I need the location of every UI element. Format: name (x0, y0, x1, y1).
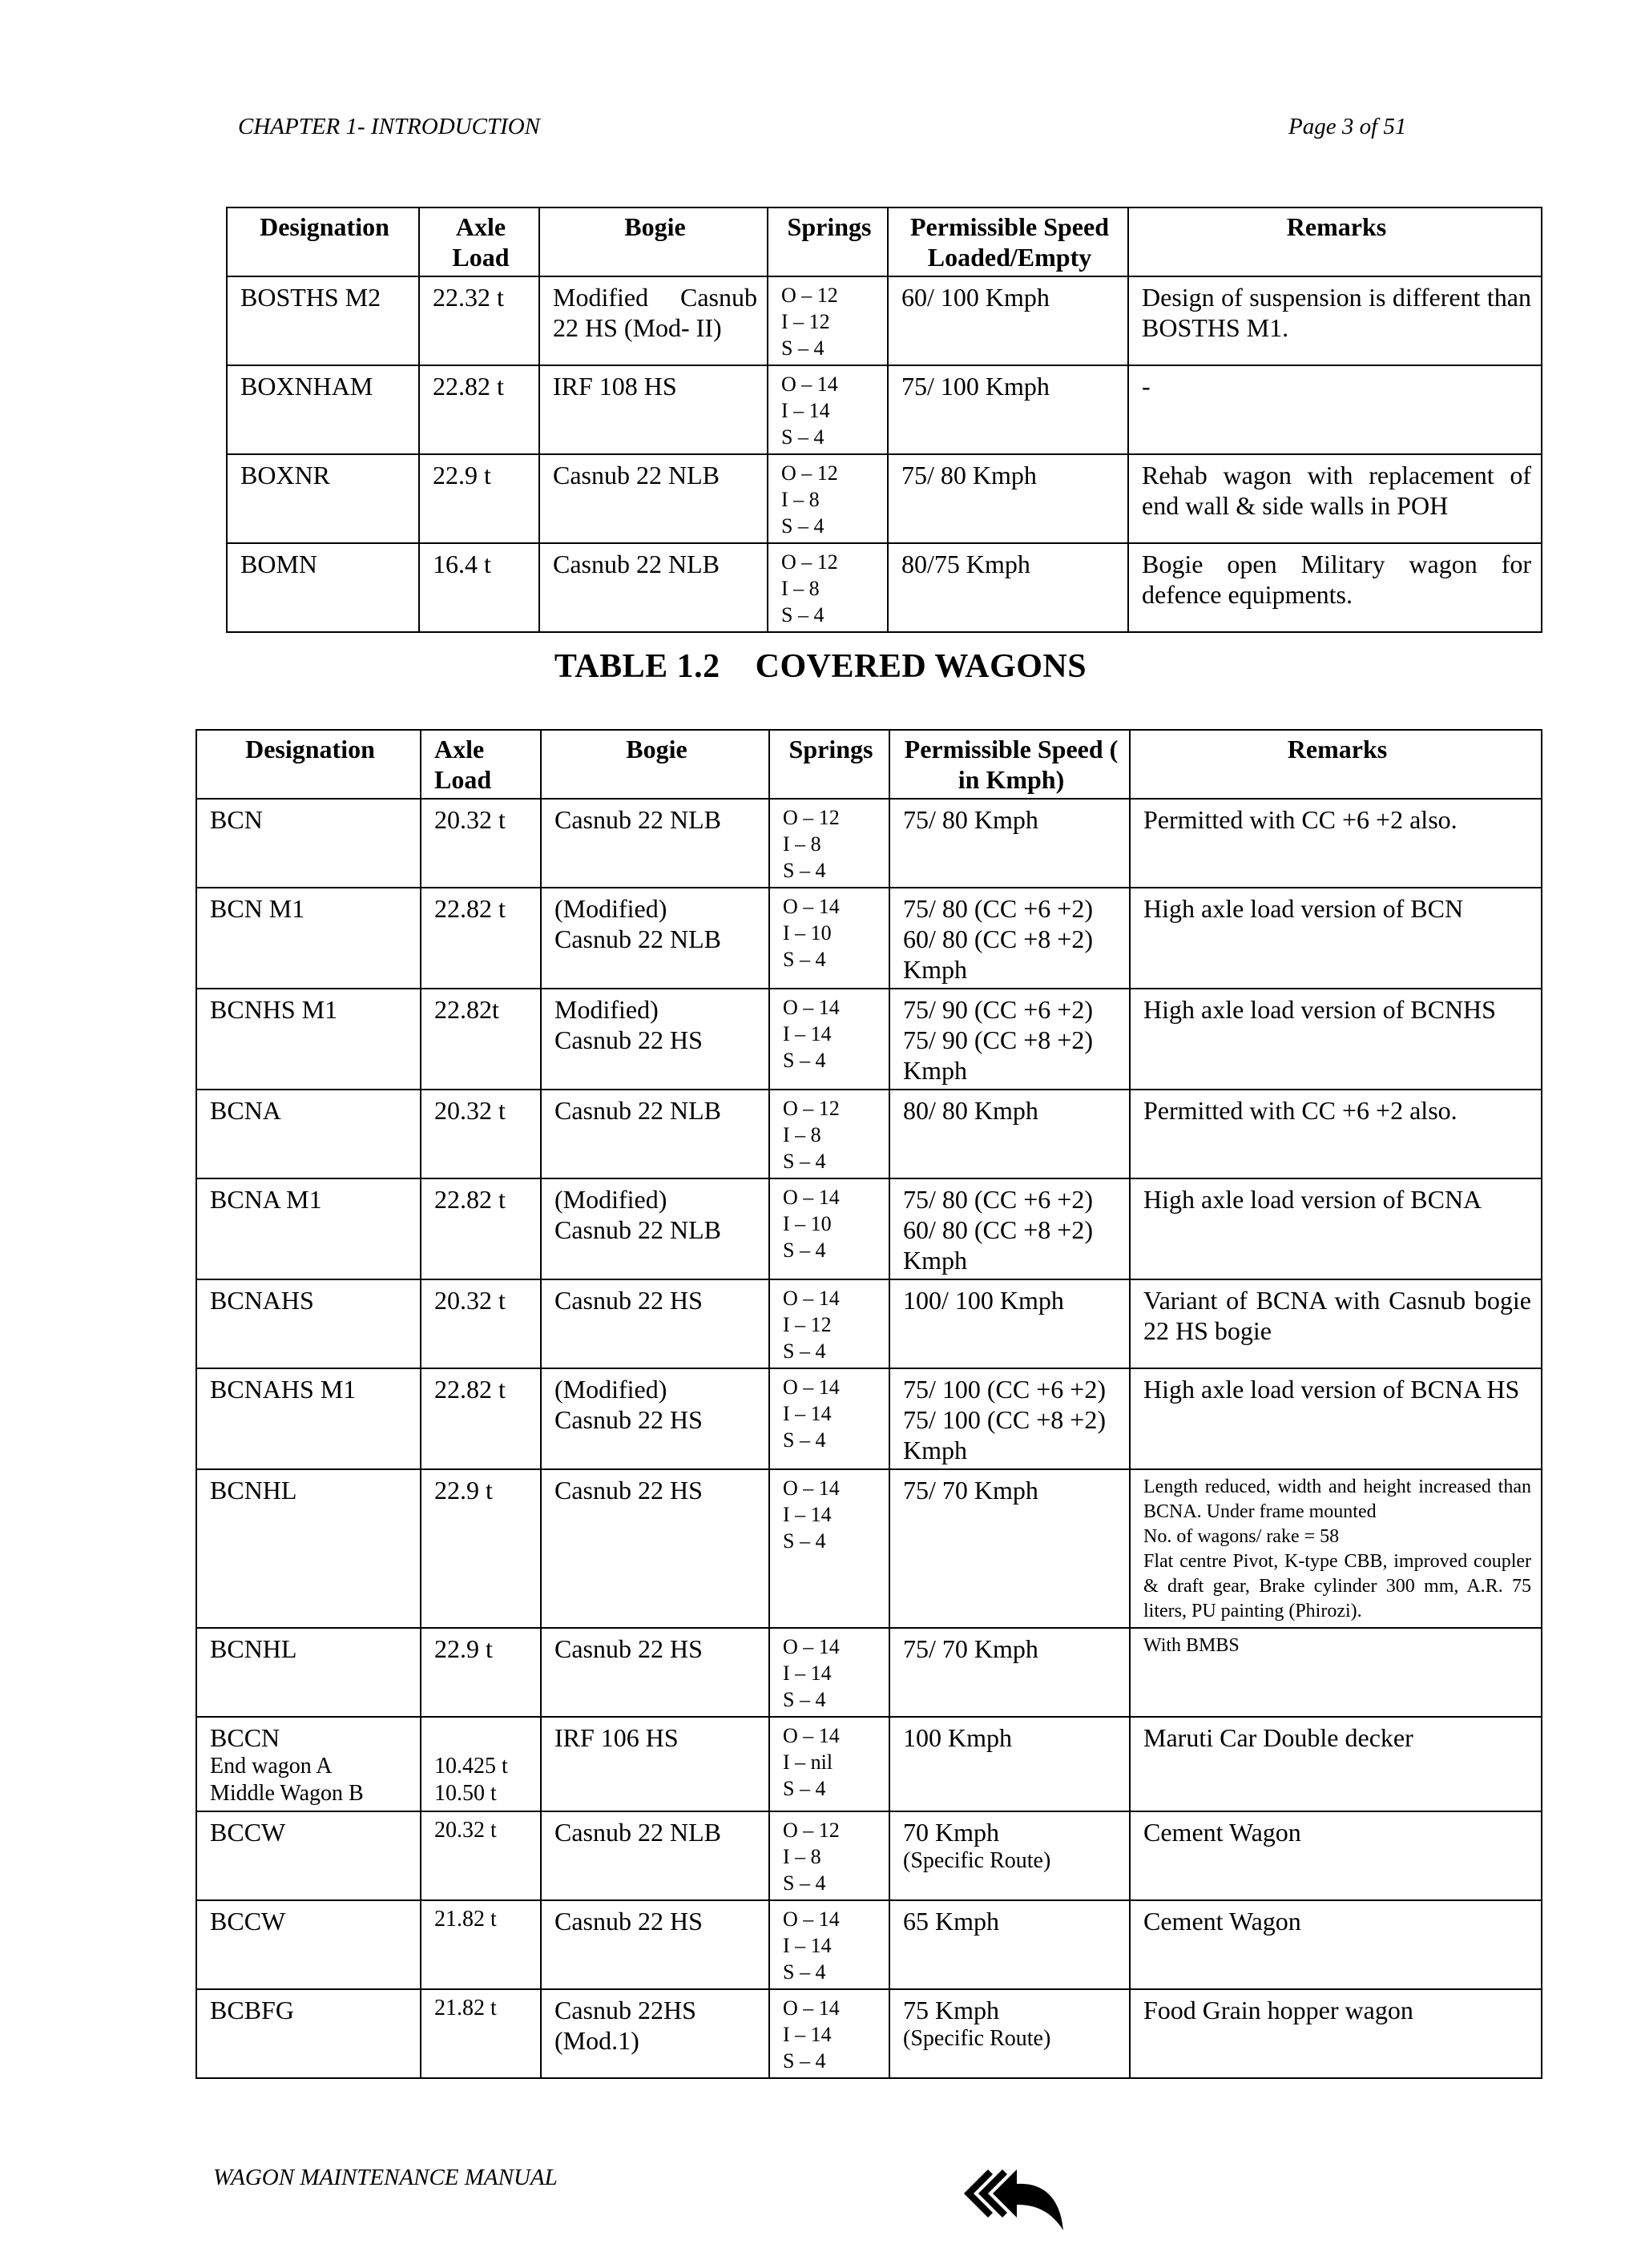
axle-sub: 10.50 t (434, 1781, 497, 1806)
cell-axle-load (421, 1178, 541, 1279)
header-bogie: Bogie (541, 730, 769, 799)
speed-line: 75/ 100 (CC +8 +2) (903, 1405, 1106, 1434)
cell-springs (769, 799, 889, 888)
speed-line: 75/ 80 Kmph (903, 805, 1038, 834)
cell-bogie (541, 888, 769, 989)
designation-value: BCN (210, 805, 263, 834)
cell-bogie (541, 1469, 769, 1628)
axle-value: 21.82 t (434, 1996, 497, 2020)
cell-springs (769, 1178, 889, 1279)
remarks-line: Permitted with CC +6 +2 also. (1143, 1096, 1458, 1125)
cell-designation (196, 1717, 421, 1811)
cell-axle-load: 16.4 t (419, 543, 539, 632)
cell-bogie (541, 1811, 769, 1900)
header-springs: Springs (768, 207, 888, 276)
spring-value: S – 4 (783, 2049, 826, 2073)
axle-value: 20.32 t (434, 1096, 506, 1125)
spring-value: I – 8 (781, 488, 820, 511)
cell-axle-load (421, 1368, 541, 1469)
remarks-line: High axle load version of BCN (1143, 894, 1464, 923)
axle-value: 22.82t (434, 995, 499, 1024)
cell-springs (769, 1989, 889, 2078)
table-row (196, 1717, 1542, 1811)
cell-designation (196, 1469, 421, 1628)
spring-value: S – 4 (781, 336, 825, 360)
cell-axle-load (421, 799, 541, 888)
cell-speed (889, 1090, 1130, 1178)
cell-springs (769, 1628, 889, 1717)
cell-speed (889, 1811, 1130, 1900)
axle-value: 21.82 t (434, 1907, 497, 1932)
cell-bogie: Casnub 22 NLB (539, 454, 768, 543)
spring-value: I – 10 (783, 1212, 832, 1235)
remarks-line: With BMBS (1143, 1635, 1240, 1656)
table-row (227, 276, 1542, 365)
cell-speed (889, 1628, 1130, 1717)
cell-bogie (541, 799, 769, 888)
spring-value: S – 4 (783, 859, 826, 882)
table-row (227, 365, 1542, 454)
speed-line: Kmph (903, 1436, 967, 1464)
footer-title: WAGON MAINTENANCE MANUAL (213, 2165, 558, 2190)
spring-value: O – 14 (783, 1476, 840, 1500)
spring-value: I – 14 (783, 1934, 832, 1957)
cell-designation (196, 1989, 421, 2078)
cell-speed (889, 1900, 1130, 1989)
table-row (196, 1900, 1542, 1989)
designation-value: BCNAHS (210, 1286, 314, 1315)
spring-value: O – 14 (783, 1996, 840, 2020)
cell-remarks (1130, 1900, 1542, 1989)
cell-axle-load (421, 1900, 541, 1989)
cell-remarks (1130, 1717, 1542, 1811)
speed-line: 65 Kmph (903, 1907, 999, 1936)
remarks-line: Cement Wagon (1143, 1907, 1301, 1936)
spring-value: I – 14 (783, 1022, 832, 1045)
cell-remarks (1130, 1989, 1542, 2078)
table-row (227, 454, 1542, 543)
bogie-line: (Mod.1) (554, 2026, 639, 2055)
header-axle-load: Axle Load (419, 207, 539, 276)
speed-line: 60/ 80 (CC +8 +2) (903, 1215, 1093, 1244)
cell-designation (196, 1368, 421, 1469)
cell-remarks (1130, 1279, 1542, 1368)
spring-value: O – 12 (781, 550, 838, 574)
speed-line: 60/ 80 (CC +8 +2) (903, 925, 1093, 953)
back-arrow-icon[interactable] (958, 2163, 1070, 2235)
cell-axle-load (421, 1279, 541, 1368)
header-axle-load: Axle Load (421, 730, 541, 799)
remarks-line: No. of wagons/ rake = 58 (1143, 1526, 1340, 1547)
open-wagons-table (226, 207, 1542, 633)
cell-speed (889, 1989, 1130, 2078)
bogie-line: Casnub 22 HS (554, 1405, 703, 1434)
cell-axle-load: 22.82 t (419, 365, 539, 454)
spring-value: I – 14 (783, 2023, 832, 2046)
speed-line: 75 Kmph (903, 1996, 999, 2024)
designation-value: BCNA (210, 1096, 281, 1125)
remarks-line: Permitted with CC +6 +2 also. (1143, 805, 1458, 834)
header-speed: Permissible Speed ( in Kmph) (889, 730, 1130, 799)
speed-note: (Specific Route) (903, 1848, 1051, 1873)
axle-value: 22.82 t (434, 1185, 506, 1214)
cell-springs (769, 1811, 889, 1900)
cell-designation (196, 1811, 421, 1900)
cell-bogie: Modified Casnub 22 HS (Mod- II) (539, 276, 768, 365)
cell-springs (769, 1717, 889, 1811)
cell-axle-load (421, 1090, 541, 1178)
cell-speed (889, 1368, 1130, 1469)
spring-value: O – 12 (783, 1097, 840, 1120)
designation-sub: Middle Wagon B (210, 1781, 364, 1806)
cell-designation (196, 1090, 421, 1178)
speed-note: (Specific Route) (903, 2026, 1051, 2051)
remarks-line: High axle load version of BCNA (1143, 1185, 1482, 1214)
header-springs: Springs (769, 730, 889, 799)
designation-value: BCCW (210, 1818, 286, 1847)
table-row (196, 1469, 1542, 1628)
header-speed: Permissible Speed Loaded/Empty (888, 207, 1128, 276)
axle-value: 20.32 t (434, 1286, 506, 1315)
table-row (196, 888, 1542, 989)
cell-bogie (541, 1368, 769, 1469)
bogie-line: Casnub 22 HS (554, 1286, 703, 1315)
spring-value: O – 14 (783, 895, 840, 918)
spring-value: O – 14 (781, 373, 838, 396)
table-name: COVERED WAGONS (755, 648, 1087, 685)
cell-axle-load (421, 989, 541, 1090)
cell-axle-load (421, 1989, 541, 2078)
bogie-line: Casnub 22 HS (554, 1907, 703, 1936)
spring-value: S – 4 (783, 1777, 826, 1800)
designation-sub: End wagon A (210, 1754, 333, 1779)
cell-springs (769, 1368, 889, 1469)
spring-value: O – 14 (783, 1376, 840, 1399)
axle-value: 22.82 t (434, 894, 506, 923)
cell-designation (196, 888, 421, 989)
header-bogie: Bogie (539, 207, 768, 276)
table-row (196, 1989, 1542, 2078)
cell-designation (196, 1628, 421, 1717)
table-row (196, 1090, 1542, 1178)
cell-remarks (1130, 1368, 1542, 1469)
cell-springs (768, 276, 888, 365)
speed-line: 70 Kmph (903, 1818, 999, 1847)
covered-wagons-table (196, 729, 1542, 2079)
spring-value: I – 8 (781, 577, 820, 600)
table-header-row (196, 730, 1542, 799)
spring-value: S – 4 (781, 603, 825, 626)
spring-value: O – 14 (783, 1186, 840, 1209)
axle-value: 22.82 t (434, 1375, 506, 1404)
spring-value: O – 12 (783, 1819, 840, 1842)
cell-remarks (1130, 989, 1542, 1090)
spring-value: S – 4 (783, 1871, 826, 1895)
bogie-line: Casnub 22 HS (554, 1476, 703, 1505)
spring-value: S – 4 (783, 1049, 826, 1072)
cell-designation (196, 799, 421, 888)
chapter-header: CHAPTER 1- INTRODUCTION (238, 114, 541, 139)
table-row (196, 1178, 1542, 1279)
speed-line: 75/ 70 Kmph (903, 1476, 1038, 1505)
spring-value: I – 14 (783, 1503, 832, 1526)
cell-remarks: Bogie open Military wagon for defence equipments. (1128, 543, 1542, 632)
cell-axle-load: 22.32 t (419, 276, 539, 365)
spring-value: O – 14 (783, 1635, 840, 1658)
cell-springs (769, 989, 889, 1090)
cell-designation (196, 1900, 421, 1989)
cell-speed (889, 989, 1130, 1090)
spring-value: S – 4 (781, 425, 825, 449)
cell-axle-load: 22.9 t (419, 454, 539, 543)
cell-remarks (1130, 1090, 1542, 1178)
cell-speed: 80/75 Kmph (888, 543, 1128, 632)
designation-value: BCNHL (210, 1476, 297, 1505)
remarks-line: Variant of BCNA with Casnub bogie 22 HS bogie (1143, 1286, 1531, 1345)
page-number: Page 3 of 51 (1288, 114, 1407, 139)
bogie-line: IRF 106 HS (554, 1723, 679, 1752)
designation-value: BCNAHS M1 (210, 1375, 357, 1404)
speed-line: 75/ 70 Kmph (903, 1634, 1038, 1663)
remarks-line: Maruti Car Double decker (1143, 1723, 1413, 1752)
cell-axle-load (421, 888, 541, 989)
bogie-line: Casnub 22 NLB (554, 805, 721, 834)
cell-springs (769, 1090, 889, 1178)
spring-value: S – 4 (783, 1428, 826, 1452)
cell-springs (769, 1469, 889, 1628)
cell-remarks (1130, 1811, 1542, 1900)
spring-value: I – 12 (783, 1313, 832, 1336)
bogie-line: Modified) (554, 995, 659, 1024)
cell-speed (889, 888, 1130, 989)
bogie-line: Casnub 22 NLB (554, 1096, 721, 1125)
cell-remarks: Rehab wagon with replacement of end wall & side walls in POH (1128, 454, 1542, 543)
cell-bogie (541, 1717, 769, 1811)
cell-speed (889, 799, 1130, 888)
table-row (227, 543, 1542, 632)
speed-line: Kmph (903, 1056, 967, 1085)
remarks-line: Length reduced, width and height increased than BCNA. Under frame mounted (1143, 1476, 1531, 1522)
speed-line: Kmph (903, 1246, 967, 1275)
bogie-line: Casnub 22 NLB (554, 1215, 721, 1244)
cell-remarks: - (1128, 365, 1542, 454)
spring-value: O – 14 (783, 1724, 840, 1747)
speed-line: 75/ 80 (CC +6 +2) (903, 894, 1093, 923)
speed-line: 100/ 100 Kmph (903, 1286, 1064, 1315)
cell-remarks: Design of suspension is different than BOSTHS M1. (1128, 276, 1542, 365)
designation-value: BCNA M1 (210, 1185, 322, 1214)
cell-designation (196, 1279, 421, 1368)
remarks-line: High axle load version of BCNA HS (1143, 1375, 1520, 1404)
speed-line: 75/ 80 (CC +6 +2) (903, 1185, 1093, 1214)
cell-designation (196, 1178, 421, 1279)
table-row (196, 1811, 1542, 1900)
remarks-line: Flat centre Pivot, K-type CBB, improved coupler & draft gear, Brake cylinder 300 mm, A.R. 75 liters, PU painting (Phirozi). (1143, 1551, 1531, 1621)
bogie-line: (Modified) (554, 1375, 667, 1404)
speed-line: 75/ 90 (CC +8 +2) (903, 1025, 1093, 1054)
cell-bogie (541, 1178, 769, 1279)
spring-value: I – 14 (783, 1402, 832, 1425)
cell-bogie (541, 1628, 769, 1717)
spring-value: O – 14 (783, 996, 840, 1019)
cell-designation: BOSTHS M2 (227, 276, 419, 365)
axle-value: 22.9 t (434, 1634, 493, 1663)
cell-remarks (1130, 799, 1542, 888)
axle-value: 22.9 t (434, 1476, 493, 1505)
spring-value: O – 14 (783, 1287, 840, 1310)
remarks-line: Cement Wagon (1143, 1818, 1301, 1847)
spring-value: S – 4 (783, 1239, 826, 1262)
cell-axle-load (421, 1811, 541, 1900)
cell-designation (196, 989, 421, 1090)
spring-value: I – 8 (783, 1845, 821, 1868)
spring-value: O – 12 (783, 806, 840, 829)
table-row (196, 989, 1542, 1090)
table-header-row (227, 207, 1542, 276)
bogie-line: (Modified) (554, 1185, 667, 1214)
spring-value: S – 4 (783, 1150, 826, 1173)
cell-axle-load (421, 1469, 541, 1628)
bogie-line: Casnub 22HS (554, 1996, 696, 2024)
cell-speed: 75/ 80 Kmph (888, 454, 1128, 543)
cell-springs (769, 1279, 889, 1368)
cell-springs (768, 543, 888, 632)
cell-bogie (541, 1900, 769, 1989)
bogie-line: Casnub 22 HS (554, 1025, 703, 1054)
header-designation: Designation (227, 207, 419, 276)
spring-value: S – 4 (781, 514, 825, 538)
cell-remarks (1130, 1628, 1542, 1717)
cell-speed (889, 1717, 1130, 1811)
cell-designation: BOXNHAM (227, 365, 419, 454)
cell-speed (889, 1279, 1130, 1368)
designation-value: BCNHS M1 (210, 995, 338, 1024)
cell-bogie (541, 1989, 769, 2078)
cell-remarks (1130, 1178, 1542, 1279)
cell-designation: BOXNR (227, 454, 419, 543)
cell-speed (889, 1178, 1130, 1279)
cell-springs (769, 888, 889, 989)
speed-line: Kmph (903, 955, 967, 984)
cell-bogie (541, 989, 769, 1090)
spring-value: I – 12 (781, 310, 830, 333)
table-number: TABLE 1.2 (554, 648, 720, 685)
table-title (0, 647, 1641, 686)
header-remarks: Remarks (1130, 730, 1542, 799)
spring-value: O – 12 (781, 284, 838, 307)
cell-bogie: Casnub 22 NLB (539, 543, 768, 632)
speed-line: 75/ 90 (CC +6 +2) (903, 995, 1093, 1024)
spring-value: I – 14 (783, 1662, 832, 1685)
header-designation: Designation (196, 730, 421, 799)
cell-speed (889, 1469, 1130, 1628)
cell-bogie (541, 1279, 769, 1368)
designation-value: BCCW (210, 1907, 286, 1936)
cell-remarks (1130, 1469, 1542, 1628)
bogie-line: Casnub 22 HS (554, 1634, 703, 1663)
spring-value: S – 4 (783, 948, 826, 971)
bogie-line: Casnub 22 NLB (554, 1818, 721, 1847)
cell-speed: 60/ 100 Kmph (888, 276, 1128, 365)
speed-line: 80/ 80 Kmph (903, 1096, 1038, 1125)
spring-value: I – 8 (783, 832, 821, 856)
axle-spacer (434, 1722, 530, 1753)
remarks-line: Food Grain hopper wagon (1143, 1996, 1413, 2024)
axle-value: 20.32 t (434, 1818, 497, 1843)
cell-designation: BOMN (227, 543, 419, 632)
cell-bogie: IRF 108 HS (539, 365, 768, 454)
cell-springs (768, 454, 888, 543)
spring-value: I – 14 (781, 399, 830, 422)
cell-axle-load (421, 1717, 541, 1811)
cell-springs (768, 365, 888, 454)
table-row (196, 1628, 1542, 1717)
table-row (196, 799, 1542, 888)
table-row (196, 1279, 1542, 1368)
speed-line: 100 Kmph (903, 1723, 1012, 1752)
spring-value: I – 8 (783, 1123, 821, 1146)
designation-value: BCCN (210, 1723, 280, 1752)
cell-bogie (541, 1090, 769, 1178)
spring-value: S – 4 (783, 1960, 826, 1984)
axle-sub: 10.425 t (434, 1754, 508, 1779)
designation-value: BCN M1 (210, 894, 305, 923)
cell-springs (769, 1900, 889, 1989)
designation-value: BCBFG (210, 1996, 294, 2024)
spring-value: O – 12 (781, 461, 838, 485)
header-remarks: Remarks (1128, 207, 1542, 276)
cell-axle-load (421, 1628, 541, 1717)
designation-value: BCNHL (210, 1634, 297, 1663)
table-row (196, 1368, 1542, 1469)
bogie-line: Casnub 22 NLB (554, 925, 721, 953)
cell-speed: 75/ 100 Kmph (888, 365, 1128, 454)
bogie-line: (Modified) (554, 894, 667, 923)
spring-value: S – 4 (783, 1339, 826, 1363)
spring-value: S – 4 (783, 1529, 826, 1553)
spring-value: S – 4 (783, 1688, 826, 1711)
spring-value: I – 10 (783, 921, 832, 945)
speed-line: 75/ 100 (CC +6 +2) (903, 1375, 1106, 1404)
axle-value: 20.32 t (434, 805, 506, 834)
cell-remarks (1130, 888, 1542, 989)
remarks-line: High axle load version of BCNHS (1143, 995, 1496, 1024)
spring-value: O – 14 (783, 1907, 840, 1931)
spring-value: I – nil (783, 1750, 833, 1774)
